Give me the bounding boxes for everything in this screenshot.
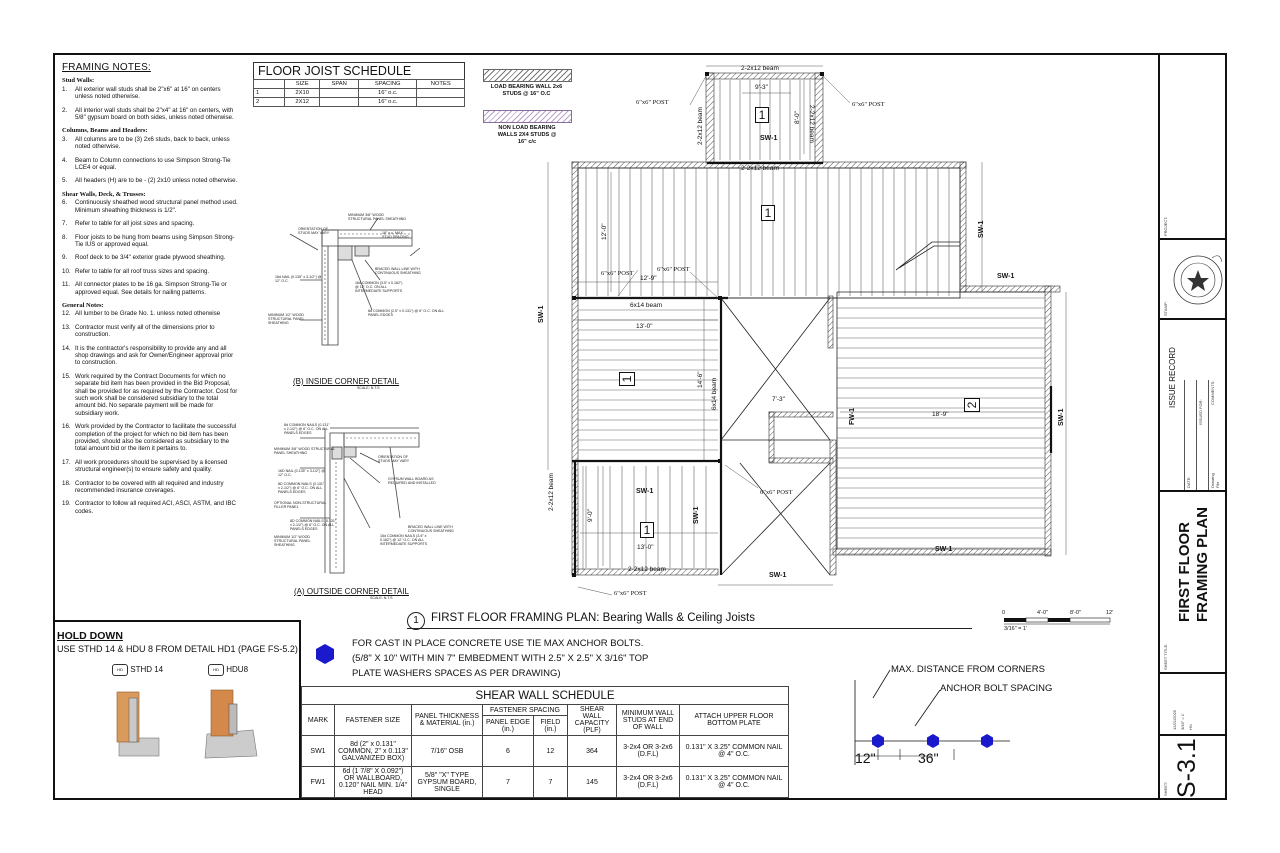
inside-corner-caption: (B) INSIDE CORNER DETAIL: [293, 377, 400, 386]
joist-header-cell: SPAN: [320, 80, 359, 89]
dim-7-3: 7'-3": [772, 396, 785, 403]
plan-6x14-beam-v: 6x14 beam: [711, 377, 718, 410]
shear-wall-cell-panel: 5/8" "X" TYPE GYPSUM BOARD, SINGLE: [412, 767, 483, 798]
note-number: 7.: [62, 220, 68, 228]
hold-down-title: HOLD DOWN: [57, 630, 123, 642]
svg-text:MINIMUM 1/2" WOOD: MINIMUM 1/2" WOOD: [268, 313, 305, 317]
hd-tag-icon-b: HD: [208, 664, 224, 676]
non-load-bearing-wall-label: NON LOAD BEARING WALLS 2X4 STUDS @ 16" c/c: [497, 125, 557, 145]
svg-text:GYPSUM WALL BOARD AS: GYPSUM WALL BOARD AS: [388, 477, 434, 481]
issue-col-comments: COMMENTS:: [1210, 380, 1215, 405]
svg-text:STUD SPACING: STUD SPACING: [382, 235, 409, 239]
hold-down-description: USE STHD 14 & HDU 8 FROM DETAIL HD1 (PAGE FS-5.2): [57, 644, 298, 654]
svg-text:ORIENTATION OF: ORIENTATION OF: [378, 455, 409, 459]
shear-wall-cell-edge: 7: [483, 767, 534, 798]
svg-text:8d COMMON (2.5" x 0.131") @ 6": 8d COMMON (2.5" x 0.131") @ 6" O.C. ON ALL: [368, 309, 445, 313]
note-text: All connector plates to be 16 ga. Simpson Strong-Tie or approved equal. See details for nailing patterns.: [75, 281, 227, 296]
note-number: 13.: [62, 323, 71, 331]
svg-text:INTERMEDIATE SUPPORTS: INTERMEDIATE SUPPORTS: [355, 289, 403, 293]
shear-wall-label-right-v: SW-1: [978, 220, 985, 238]
svg-text:REQUIRED AND INSTALLED: REQUIRED AND INSTALLED: [388, 481, 436, 485]
joist-zone-tag-1d: 1: [640, 522, 654, 538]
svg-text:PANELS EDGES: PANELS EDGES: [284, 431, 312, 435]
note-item: [62, 500, 240, 515]
plan-mid-beam-label: 2-2x12 beam: [741, 165, 779, 172]
sthd14-illustration: [111, 688, 163, 758]
issue-col-date: DATE:: [1186, 476, 1191, 488]
table-cell: [417, 98, 465, 107]
note-text: Contractor must verify all of the dimensions prior to construction.: [75, 323, 215, 339]
note-text: All work procedures should be supervised by a licensed structural engineer(s) to ensure safety and quality.: [75, 458, 228, 474]
svg-text:STUDS MAY VARY: STUDS MAY VARY: [378, 459, 410, 463]
svg-text:8D COMMON NAILS (0.131": 8D COMMON NAILS (0.131": [278, 482, 325, 486]
note-number: 14.: [62, 344, 71, 352]
table-cell: 2X12: [285, 98, 320, 107]
hold-down-item-a: [112, 664, 163, 676]
joist-zone-tag-1b: 1: [761, 205, 775, 221]
hold-down-item-b: [208, 664, 248, 676]
joist-header-cell: NOTES: [417, 80, 465, 89]
shear-wall-cell-mark: SW1: [302, 736, 335, 767]
post-label-6: 6"x6" POST: [614, 590, 647, 597]
note-item: [62, 234, 240, 249]
note-number: 15.: [62, 372, 71, 380]
shear-wall-label-room-v: SW-1: [693, 506, 700, 524]
shear-wall-label-top: SW-1: [760, 135, 778, 142]
note-item: [62, 254, 240, 261]
sheet-title-box: [1158, 490, 1227, 672]
joist-zone-tag-2: 2: [964, 398, 980, 412]
table-cell: [320, 89, 359, 98]
sheet-scale: 3/16" = 1': [1180, 713, 1185, 730]
inside-corner-scale: SCALE: N.T.S: [357, 386, 380, 390]
dim-36-inch: 36": [918, 750, 939, 766]
dim-9-3: 9'-3": [755, 84, 768, 91]
shear-wall-label-left: SW-1: [538, 305, 545, 323]
col-fastener-spacing: FASTENER SPACING: [483, 705, 568, 716]
svg-text:BRACED WALL LINE WITH: BRACED WALL LINE WITH: [375, 267, 420, 271]
svg-text:x 2-1/2") @ 6" O.C. ON ALL: x 2-1/2") @ 6" O.C. ON ALL: [278, 486, 323, 490]
plan-title-number: 1: [407, 612, 425, 630]
anchor-bolt-icon: [981, 734, 993, 748]
table-cell: 16" o.c.: [359, 98, 417, 107]
note-item: [62, 177, 240, 184]
sheet-drawn-by: HN: [1188, 724, 1193, 730]
col-mark: MARK: [302, 705, 335, 736]
svg-text:ORIENTATION OF: ORIENTATION OF: [298, 227, 329, 231]
shear-wall-schedule-title: SHEAR WALL SCHEDULE: [302, 687, 789, 705]
note-text: All interior wall studs shall be 2"x4" at 16" on centers, with 5/8" gypsum board on both sides, unless noted otherwise.: [75, 106, 234, 122]
post-label-3: 6"x6" POST: [601, 270, 634, 277]
svg-text:16d COMMON NAILS (3.5" x: 16d COMMON NAILS (3.5" x: [380, 534, 427, 538]
scale-tick-4: 4'-0": [1037, 610, 1048, 616]
svg-text:12" O.C.: 12" O.C.: [278, 473, 292, 477]
svg-text:FILLER PANEL: FILLER PANEL: [274, 505, 299, 509]
note-number: 19.: [62, 500, 71, 508]
note-text: Beam to Column connections to use Simpson Strong-Tie LCE4 or equal.: [75, 156, 231, 172]
note-item: [62, 310, 240, 317]
plan-side-beam-right: 2-2x12 beam: [808, 105, 815, 143]
shear-wall-cell-attach: 0.131" X 3.25" COMMON NAIL @ 4" O.C.: [680, 736, 789, 767]
table-cell: 1: [254, 89, 285, 98]
note-number: 4.: [62, 156, 68, 164]
framing-notes-title: FRAMING NOTES:: [62, 62, 151, 73]
table-row: [302, 736, 789, 767]
note-item: [62, 373, 240, 417]
svg-text:SHEATHING: SHEATHING: [274, 543, 295, 547]
col-studs: MINIMUM WALL STUDS AT END OF WALL: [617, 705, 680, 736]
anchor-note-line-2: (5/8" X 10" WITH MIN 7" EMBEDMENT WITH 2.5" X 2.5" X 3/16" TOP: [352, 653, 649, 664]
note-text: Refer to table for all roof truss sizes and spacing.: [75, 267, 210, 275]
stamp-box: [1158, 238, 1227, 318]
scale-tick-0: 0: [1002, 610, 1006, 616]
dim-9-0: 9'-0": [587, 509, 594, 522]
sheet-label: SHEET:: [1163, 781, 1168, 796]
note-text: Contractor to follow all required ACI, ASCI, ASTM, and IBC codes.: [75, 500, 236, 515]
svg-text:16D NAIL (0.135" x 3-1/2") @: 16D NAIL (0.135" x 3-1/2") @: [278, 469, 326, 473]
svg-text:16" o.c. MAX.: 16" o.c. MAX.: [382, 231, 404, 235]
plan-6x14-beam-h: 6x14 beam: [630, 302, 663, 309]
shear-wall-cell-field: 7: [533, 767, 567, 798]
svg-text:PANEL SHEATHING: PANEL SHEATHING: [274, 451, 308, 455]
svg-text:SHEATHING: SHEATHING: [268, 321, 289, 325]
note-number: 2.: [62, 106, 68, 114]
note-text: Work required by the Contract Documents for which no separate bid item has been provided in the Bid Proposal, shall be provided for as required by the Contractor. Cost for such work shall be considered subsidiary to the total amount bid. No separate payment will be made for subsidiary work.: [75, 372, 238, 417]
table-row: [254, 89, 465, 98]
shear-wall-label-right-v2: SW-1: [1058, 408, 1065, 426]
note-item: [62, 345, 240, 367]
dim-12-inch: 12": [855, 750, 876, 766]
joist-zone-tag-1a: 1: [755, 107, 769, 123]
note-section-heading: Columns, Beams and Headers:: [62, 127, 148, 135]
col-capacity: SHEAR WALL CAPACITY (PLF): [568, 705, 617, 736]
col-field: FIELD (in.): [533, 716, 567, 736]
svg-text:x 2-1/2") @ 6" O.C. ON ALL: x 2-1/2") @ 6" O.C. ON ALL: [290, 523, 335, 527]
note-number: 8.: [62, 233, 68, 241]
svg-text:STRUCTURAL PANEL: STRUCTURAL PANEL: [274, 539, 311, 543]
col-attach: ATTACH UPPER FLOOR BOTTOM PLATE: [680, 705, 789, 736]
plan-bottom-beam-label: 2-2x12 beam: [628, 566, 666, 573]
note-item: [62, 281, 240, 296]
plan-title: FIRST FLOOR FRAMING PLAN: Bearing Walls & Ceiling Joists: [431, 612, 755, 624]
svg-text:16d NAIL (0.135" x 3-1/2") @: 16d NAIL (0.135" x 3-1/2") @: [275, 275, 322, 279]
plan-top-beam-label: 2-2x12 beam: [741, 65, 779, 72]
note-item: [62, 107, 240, 122]
plan-left-beam-label: 2-2x12 beam: [548, 473, 555, 511]
sheet-title-line-2: FRAMING PLAN: [1194, 507, 1211, 622]
svg-text:PANELS EDGES: PANELS EDGES: [278, 490, 306, 494]
hold-down-item-b-label: HDU8: [226, 665, 249, 675]
shear-wall-cell-studs: 3-2x4 OR 3-2x6 (D.F.L): [617, 736, 680, 767]
graphic-scale: [1000, 610, 1118, 638]
svg-text:8D COMMON NAILS (0.131": 8D COMMON NAILS (0.131": [290, 519, 337, 523]
outside-corner-caption: (A) OUTSIDE CORNER DETAIL: [294, 587, 409, 596]
sheet-title-line-1: FIRST FLOOR: [1176, 522, 1193, 622]
post-label-1: 6"x6" POST: [636, 99, 669, 106]
note-section-heading: Shear Walls, Deck, & Trusses:: [62, 190, 146, 198]
svg-text:8d COMMON NAILS (0.131": 8d COMMON NAILS (0.131": [284, 423, 330, 427]
stamp-label: STAMP:: [1163, 301, 1168, 316]
issue-divider-1: [1184, 380, 1185, 490]
table-cell: 2: [254, 98, 285, 107]
shear-wall-cell-fastener: 6d (1 7/8" X 0.092") OR WALLBOARD, 0.120" NAIL MIN. 1/4" HEAD: [335, 767, 412, 798]
note-text: Contractor to be covered with all required and industry recommended insurance coverages.: [75, 479, 224, 495]
issue-divider-3: [1208, 380, 1209, 490]
joist-header-row: [254, 80, 465, 89]
issue-record-box: [1158, 318, 1227, 490]
shear-wall-cell-capacity: 145: [568, 767, 617, 798]
issue-col-issued-for: ISSUED FOR:: [1198, 399, 1203, 425]
svg-text:16d COMMON (3.5" x 0.162"): 16d COMMON (3.5" x 0.162"): [355, 281, 403, 285]
joist-header-cell: [254, 80, 285, 89]
dim-8-0: 8'-0": [794, 111, 801, 124]
shear-wall-cell-studs: 3-2x4 OR 3-2x6 (D.F.L): [617, 767, 680, 798]
svg-text:PANEL EDGES: PANEL EDGES: [368, 313, 393, 317]
note-number: 3.: [62, 135, 68, 143]
shear-wall-label-bottom-2: SW-1: [769, 572, 787, 579]
dim-13-0-a: 13'-0": [636, 323, 653, 330]
table-cell: [417, 89, 465, 98]
shear-wall-label-bottom: SW-1: [935, 546, 953, 553]
col-panel-edge: PANEL EDGE (in.): [483, 716, 534, 736]
svg-text:BRACED WALL LINE WITH: BRACED WALL LINE WITH: [408, 525, 453, 529]
note-text: All columns are to be (3) 2x6 studs, back to back, unless noted otherwise.: [75, 135, 230, 151]
shear-wall-cell-capacity: 364: [568, 736, 617, 767]
floor-joist-schedule-title: FLOOR JOIST SCHEDULE: [253, 62, 465, 79]
hdu8-illustration: [203, 686, 259, 760]
shear-wall-cell-field: 12: [533, 736, 567, 767]
post-label-5: 6"x6" POST: [760, 489, 793, 496]
svg-text:PANELS EDGES: PANELS EDGES: [290, 527, 318, 531]
svg-text:0.162") @ 12" O.C. ON ALL: 0.162") @ 12" O.C. ON ALL: [380, 538, 425, 542]
anchor-spacing-label: ANCHOR BOLT SPACING: [940, 683, 1053, 694]
svg-text:CONTINUOUS SHEATHING: CONTINUOUS SHEATHING: [408, 529, 454, 533]
dim-12-0: 12'-0": [601, 223, 608, 240]
note-section-heading: General Notes:: [62, 301, 104, 309]
svg-text:MINIMUM 3/8" WOOD STRUCTURAL: MINIMUM 3/8" WOOD STRUCTURAL: [274, 447, 336, 451]
shear-wall-cell-mark: FW1: [302, 767, 335, 798]
load-bearing-wall-label: LOAD BEARING WALL 2x6 STUDS @ 16" O.C: [490, 84, 563, 97]
post-label-4: 6"x6" POST: [657, 266, 690, 273]
post-label-2: 6"x6" POST: [852, 101, 885, 108]
note-item: [62, 199, 240, 214]
anchor-bolt-hex-icon: [314, 643, 336, 665]
table-cell: 16" o.c.: [359, 89, 417, 98]
joist-header-cell: SPACING: [359, 80, 417, 89]
issue-divider-2: [1196, 380, 1197, 490]
note-item: [62, 423, 240, 453]
scale-ratio: 3/16" = 1': [1004, 626, 1028, 632]
outside-corner-scale: SCALE: N.T.S: [370, 596, 393, 600]
note-item: [62, 480, 240, 495]
framing-notes: [62, 64, 240, 521]
note-text: It is the contractor's responsibility to provide any and all shop drawings and ask for Owner/Engineer approval prior to construction.: [75, 344, 234, 367]
hold-down-panel: [53, 620, 301, 800]
note-number: 5.: [62, 177, 68, 185]
inside-corner-detail-drawing: [260, 210, 445, 375]
shear-wall-cell-panel: 7/16" OSB: [412, 736, 483, 767]
note-number: 17.: [62, 458, 71, 466]
anchor-bolt-icon: [927, 734, 939, 748]
note-text: Work provided by the Contractor to facilitate the successful completion of the project for which no bid item has been provided, should also be considered as subsidiary to the total amount bid or the item it pertains to.: [75, 423, 237, 453]
note-item: [62, 459, 240, 474]
joist-zone-tag-1c: 1: [619, 372, 635, 386]
shear-wall-schedule: [301, 686, 789, 798]
svg-text:STRUCTURAL PANEL: STRUCTURAL PANEL: [268, 317, 305, 321]
note-number: 16.: [62, 423, 71, 431]
scale-tick-8: 8'-0": [1070, 610, 1081, 616]
col-panel: PANEL THICKNESS & MATERIAL (in.): [412, 705, 483, 736]
hd-tag-icon-a: HD: [112, 664, 128, 676]
note-number: 6.: [62, 199, 68, 207]
svg-text:@ 12" O.C. ON ALL: @ 12" O.C. ON ALL: [355, 285, 387, 289]
note-number: 10.: [62, 267, 71, 275]
note-number: 9.: [62, 254, 68, 262]
anchor-note-line-1: FOR CAST IN PLACE CONCRETE USE TIE MAX ANCHOR BOLTS.: [352, 638, 644, 649]
note-text: All headers (H) are to be - (2) 2x10 unless noted otherwise.: [75, 177, 238, 185]
note-text: All lumber to be Grade No. 1. unless noted otherwise: [75, 310, 221, 318]
svg-text:STUDS MAY VARY: STUDS MAY VARY: [298, 231, 330, 235]
col-fastener-size: FASTENER SIZE: [335, 705, 412, 736]
shear-wall-cell-edge: 6: [483, 736, 534, 767]
table-row: [302, 767, 789, 798]
note-item: [62, 86, 240, 101]
table-cell: 2X10: [285, 89, 320, 98]
dim-13-0-b: 13'-0": [637, 544, 654, 551]
sheet-number: S-3.1: [1173, 738, 1201, 798]
fire-wall-label: FW-1: [849, 408, 856, 425]
note-item: [62, 136, 240, 151]
shear-wall-label-right-h: SW-1: [997, 273, 1015, 280]
note-number: 11.: [62, 281, 71, 289]
note-number: 18.: [62, 479, 71, 487]
floor-joist-schedule: [253, 62, 465, 107]
note-text: Roof deck to be 3/4" exterior grade plywood sheathing.: [75, 254, 226, 262]
dim-12-9: 12'-9": [640, 275, 657, 282]
sheet-info-box: [1158, 672, 1227, 734]
table-cell: [320, 98, 359, 107]
scale-tick-12: 12': [1106, 610, 1114, 616]
shear-wall-cell-attach: 0.131" X 3.25" COMMON NAIL @ 4" O.C.: [680, 767, 789, 798]
svg-text:MINIMUM 1/2" WOOD: MINIMUM 1/2" WOOD: [274, 535, 311, 539]
svg-text:12" O.C.: 12" O.C.: [275, 279, 289, 283]
sheet-title-label: SHEET TITLE:: [1163, 643, 1168, 670]
note-text: Refer to table for all joist sizes and spacing.: [75, 220, 195, 228]
svg-text:OPTIONAL NON-STRUCTURAL: OPTIONAL NON-STRUCTURAL: [274, 501, 327, 505]
note-text: All exterior wall studs shall be 2"x6" at 16" on centers unless noted otherwise.: [75, 85, 221, 101]
svg-text:STRUCTURAL PANEL SHEATHING: STRUCTURAL PANEL SHEATHING: [348, 217, 407, 221]
dim-18-9: 18'-9": [932, 411, 949, 418]
svg-text:x 2-1/2") @ 6" O.C. ON ALL: x 2-1/2") @ 6" O.C. ON ALL: [284, 427, 329, 431]
svg-text:MINIMUM 3/8" WOOD: MINIMUM 3/8" WOOD: [348, 213, 385, 217]
svg-text:CONTINUOUS SHEATHING: CONTINUOUS SHEATHING: [375, 271, 421, 275]
note-text: Continuously sheathed wood structural panel method used. Minimum sheathing thickness is 1/2".: [75, 199, 238, 214]
dim-14-6: 14'-6": [697, 371, 704, 388]
sheet-number-box: [1158, 734, 1227, 800]
note-number: 12.: [62, 310, 71, 318]
drawing-file-label: Drawing File: [1210, 473, 1220, 488]
shear-wall-table: [301, 686, 789, 798]
note-number: 1.: [62, 85, 68, 93]
hold-down-item-a-label: STHD 14: [130, 665, 164, 675]
table-row: [254, 98, 465, 107]
note-item: [62, 324, 240, 339]
plan-side-beam-left: 2-2x12 beam: [697, 107, 704, 145]
engineer-seal-icon: [1172, 250, 1228, 310]
floor-joist-table: [253, 79, 465, 107]
max-distance-label: MAX. DISTANCE FROM CORNERS: [891, 664, 1045, 675]
note-item: [62, 268, 240, 275]
outside-corner-detail-drawing: [270, 418, 454, 583]
shear-wall-label-room: SW-1: [636, 488, 654, 495]
anchor-note-line-3: PLATE WASHERS SPACES AS PER DRAWING): [352, 668, 561, 679]
note-section-heading: Stud Walls:: [62, 77, 95, 85]
svg-text:INTERMEDIATE SUPPORTS: INTERMEDIATE SUPPORTS: [380, 542, 428, 546]
plan-title-underline: [407, 628, 972, 629]
note-item: [62, 220, 240, 227]
note-item: [62, 157, 240, 172]
anchor-bolt-icon: [872, 734, 884, 748]
issue-record-title: ISSUE RECORD: [1168, 347, 1177, 408]
joist-header-cell: SIZE: [285, 80, 320, 89]
sheet-date: 12/21/2025: [1172, 709, 1177, 730]
note-text: Floor joists to be hung from beams using Simpson Strong-Tie IUS or approved equal.: [75, 233, 235, 248]
project-label: PROJECT:: [1163, 216, 1168, 236]
shear-wall-cell-fastener: 8d (2" x 0.131" COMMON, 2" x 0.113" GALVANIZED BOX): [335, 736, 412, 767]
